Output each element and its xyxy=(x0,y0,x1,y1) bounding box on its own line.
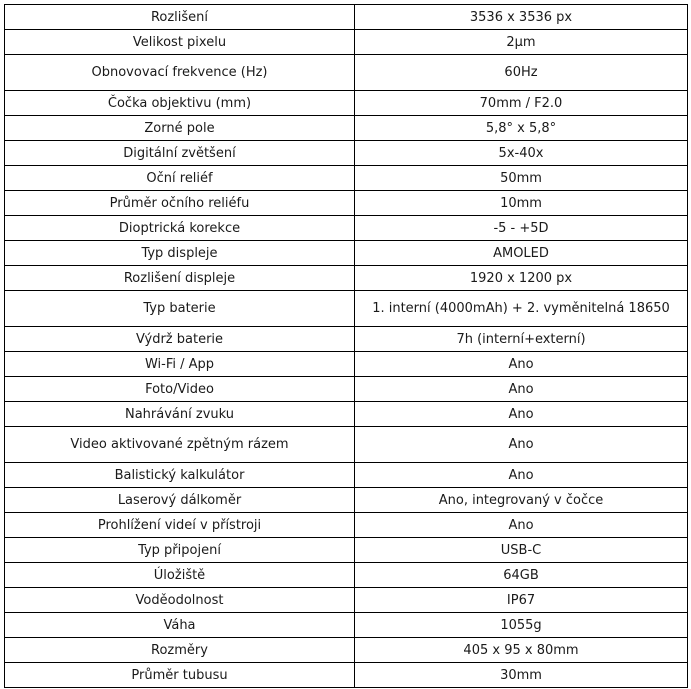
spec-value: 1920 x 1200 px xyxy=(355,266,688,291)
spec-label: Digitální zvětšení xyxy=(5,141,355,166)
table-row xyxy=(5,638,688,663)
table-row xyxy=(5,191,688,216)
spec-label: Průměr očního reliéfu xyxy=(5,191,355,216)
spec-value: Ano, integrovaný v čočce xyxy=(355,488,688,513)
spec-value: Ano xyxy=(355,513,688,538)
table-row xyxy=(5,55,688,91)
spec-label: Rozlišení xyxy=(5,5,355,30)
table-row xyxy=(5,166,688,191)
spec-label: Typ displeje xyxy=(5,241,355,266)
spec-label: Čočka objektivu (mm) xyxy=(5,91,355,116)
spec-label: Typ baterie xyxy=(5,291,355,327)
spec-value: 60Hz xyxy=(355,55,688,91)
table-row xyxy=(5,327,688,352)
table-row xyxy=(5,352,688,377)
spec-value: Ano xyxy=(355,377,688,402)
spec-value: 5,8° x 5,8° xyxy=(355,116,688,141)
table-row xyxy=(5,463,688,488)
spec-label: Wi-Fi / App xyxy=(5,352,355,377)
spec-value: 30mm xyxy=(355,663,688,688)
table-row xyxy=(5,216,688,241)
spec-value: 1055g xyxy=(355,613,688,638)
spec-label: Foto/Video xyxy=(5,377,355,402)
spec-value: Ano xyxy=(355,427,688,463)
table-row xyxy=(5,266,688,291)
spec-value: 10mm xyxy=(355,191,688,216)
table-row xyxy=(5,5,688,30)
table-row xyxy=(5,588,688,613)
table-row xyxy=(5,116,688,141)
table-row xyxy=(5,488,688,513)
spec-value: 64GB xyxy=(355,563,688,588)
table-row xyxy=(5,613,688,638)
spec-value: Ano xyxy=(355,463,688,488)
spec-label: Balistický kalkulátor xyxy=(5,463,355,488)
spec-label: Video aktivované zpětným rázem xyxy=(5,427,355,463)
spec-value: USB-C xyxy=(355,538,688,563)
spec-label: Velikost pixelu xyxy=(5,30,355,55)
spec-value: Ano xyxy=(355,352,688,377)
spec-value: 5x-40x xyxy=(355,141,688,166)
spec-value: 2µm xyxy=(355,30,688,55)
spec-value: IP67 xyxy=(355,588,688,613)
table-row xyxy=(5,402,688,427)
table-row xyxy=(5,241,688,266)
spec-value: 1. interní (4000mAh) + 2. vyměnitelná 18650 xyxy=(355,291,688,327)
spec-label: Průměr tubusu xyxy=(5,663,355,688)
table-row xyxy=(5,513,688,538)
table-row xyxy=(5,377,688,402)
spec-value: 3536 x 3536 px xyxy=(355,5,688,30)
spec-label: Rozměry xyxy=(5,638,355,663)
spec-label: Dioptrická korekce xyxy=(5,216,355,241)
spec-value: 405 x 95 x 80mm xyxy=(355,638,688,663)
spec-label: Obnovovací frekvence (Hz) xyxy=(5,55,355,91)
spec-label: Prohlížení videí v přístroji xyxy=(5,513,355,538)
spec-value: Ano xyxy=(355,402,688,427)
spec-label: Úložiště xyxy=(5,563,355,588)
spec-value: -5 - +5D xyxy=(355,216,688,241)
spec-value: 7h (interní+externí) xyxy=(355,327,688,352)
spec-label: Zorné pole xyxy=(5,116,355,141)
table-row xyxy=(5,427,688,463)
spec-label: Nahrávání zvuku xyxy=(5,402,355,427)
spec-table-body xyxy=(5,5,688,688)
spec-value: AMOLED xyxy=(355,241,688,266)
spec-label: Váha xyxy=(5,613,355,638)
spec-value: 50mm xyxy=(355,166,688,191)
spec-label: Oční reliéf xyxy=(5,166,355,191)
table-row xyxy=(5,30,688,55)
spec-label: Výdrž baterie xyxy=(5,327,355,352)
spec-label: Voděodolnost xyxy=(5,588,355,613)
spec-value: 70mm / F2.0 xyxy=(355,91,688,116)
table-row xyxy=(5,563,688,588)
table-row xyxy=(5,141,688,166)
spec-label: Rozlišení displeje xyxy=(5,266,355,291)
table-row xyxy=(5,91,688,116)
table-row xyxy=(5,291,688,327)
table-row xyxy=(5,663,688,688)
table-row xyxy=(5,538,688,563)
spec-table xyxy=(4,4,688,688)
spec-label: Laserový dálkoměr xyxy=(5,488,355,513)
spec-label: Typ připojení xyxy=(5,538,355,563)
